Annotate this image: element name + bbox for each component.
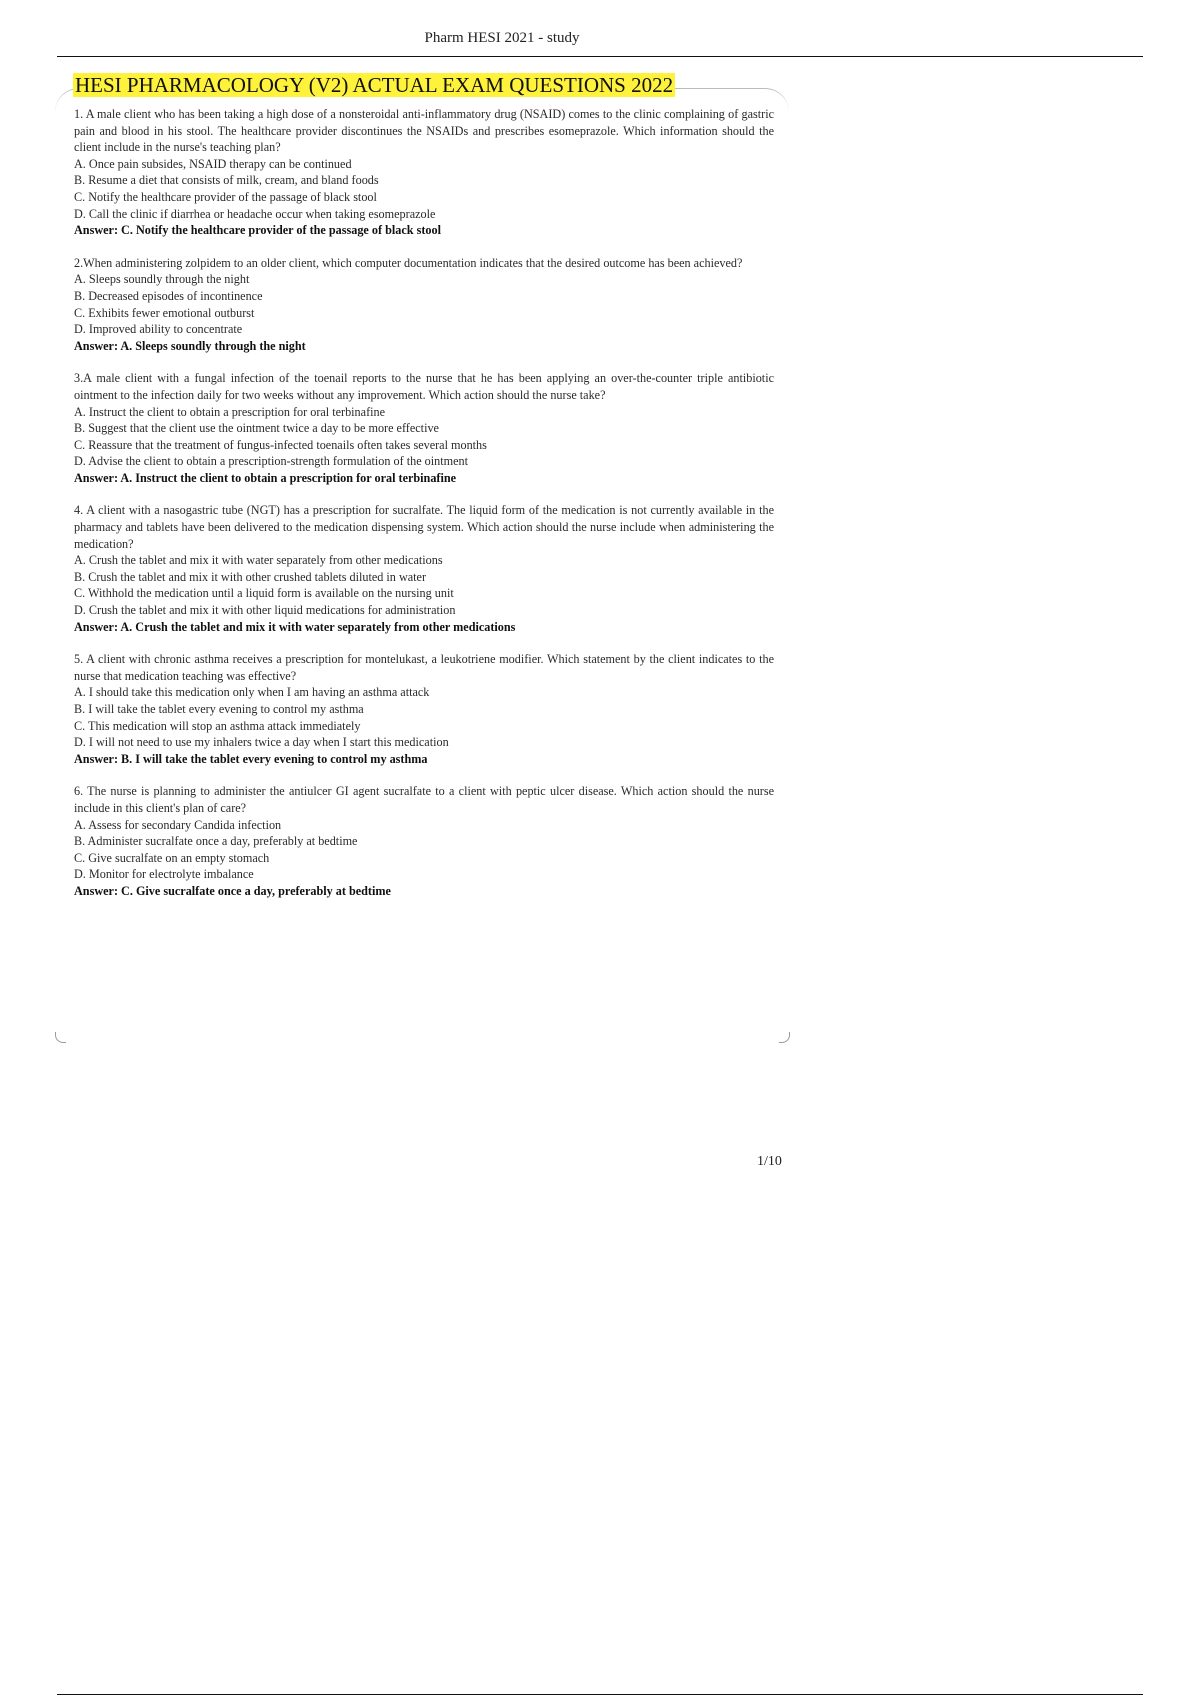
card-corner-bottom-right [779,1032,790,1043]
document-title [73,72,675,98]
header-divider [57,56,1143,57]
card-corner-bottom-left [55,1032,66,1043]
answer-option: B. Resume a diet that consists of milk, cream, and bland foods [74,173,379,188]
question-6 [74,783,774,899]
correct-answer: Answer: A. Crush the tablet and mix it with water separately from other medications [74,619,516,634]
answer-option: B. Decreased episodes of incontinence [74,288,263,303]
correct-answer: Answer: A. Instruct the client to obtain a prescription for oral terbinafine [74,470,457,485]
answer-option: C. Give sucralfate on an empty stomach [74,850,270,865]
answer-option: A. Crush the tablet and mix it with water separately from other medications [74,553,443,568]
question-stem: 5. A client with chronic asthma receives a prescription for montelukast, a leukotriene modifier. Which statement by the client indicates to the nurse that medication teaching was effective? [74,652,774,683]
answer-option: B. I will take the tablet every evening to control my asthma [74,702,364,716]
running-header: Pharm HESI 2021 - study [424,30,580,46]
answer-option: D. I will not need to use my inhalers twice a day when I start this medication [74,735,449,750]
question-1 [74,106,774,239]
answer-option: D. Advise the client to obtain a prescription-strength formulation of the ointment [74,454,468,469]
answer-option: D. Improved ability to concentrate [74,322,243,337]
page-number: 1/10 [757,1154,782,1169]
question-stem: 1. A male client who has been taking a high dose of a nonsteroidal anti-inflammatory drug (NSAID) comes to the clinic complaining of gastric pain and blood in his stool. The healthcare provider discontinues the NSAIDs and prescribes esomeprazole. Which information should the client include in the nurse's teaching plan? [74,107,774,155]
question-3 [74,370,774,486]
answer-option: C. Reassure that the treatment of fungus-infected toenails often takes several months [74,437,487,452]
answer-option: A. Sleeps soundly through the night [74,272,250,287]
question-5 [74,651,774,767]
answer-option: D. Call the clinic if diarrhea or headache occur when taking esomeprazole [74,206,436,221]
answer-option: A. I should take this medication only when I am having an asthma attack [74,685,430,700]
answer-option: C. Exhibits fewer emotional outburst [74,305,255,320]
question-4 [74,502,774,635]
footer-divider [57,1694,1143,1695]
answer-option: A. Instruct the client to obtain a prescription for oral terbinafine [74,404,386,419]
answer-option: B. Crush the tablet and mix it with other crushed tablets diluted in water [74,569,427,584]
correct-answer: Answer: C. Notify the healthcare provider of the passage of black stool [74,223,441,238]
correct-answer: Answer: A. Sleeps soundly through the night [74,338,306,353]
correct-answer: Answer: C. Give sucralfate once a day, preferably at bedtime [74,883,391,898]
document-title-text: HESI PHARMACOLOGY (V2) ACTUAL EXAM QUESTIONS 2022 [75,73,674,97]
question-stem: 4. A client with a nasogastric tube (NGT) has a prescription for sucralfate. The liquid form of the medication is not currently available in the pharmacy and tablets have been delivered to the medication dispensing system. Which action should the nurse include when administering the medication? [74,503,774,551]
answer-option: B. Suggest that the client use the ointment twice a day to be more effective [74,421,439,436]
answer-option: A. Once pain subsides, NSAID therapy can be continued [74,156,352,171]
question-stem: 6. The nurse is planning to administer the antiulcer GI agent sucralfate to a client with peptic ulcer disease. Which action should the nurse include in this client's plan of care? [74,784,774,815]
question-2 [74,255,774,355]
answer-option: D. Crush the tablet and mix it with other liquid medications for administration [74,603,456,618]
answer-option: C. Withhold the medication until a liquid form is available on the nursing unit [74,586,454,601]
question-stem: 2.When administering zolpidem to an older client, which computer documentation indicates that the desired outcome has been achieved? [74,255,743,270]
question-stem: 3.A male client with a fungal infection of the toenail reports to the nurse that he has been applying an over-the-counter triple antibiotic ointment to the infection daily for two weeks without any improvement. Which action should the nurse take? [74,371,774,402]
question-list [74,106,774,916]
answer-option: B. Administer sucralfate once a day, preferably at bedtime [74,834,358,849]
answer-option: A. Assess for secondary Candida infection [74,817,282,832]
answer-option: D. Monitor for electrolyte imbalance [74,867,254,882]
answer-option: C. This medication will stop an asthma attack immediately [74,718,361,733]
answer-option: C. Notify the healthcare provider of the passage of black stool [74,189,377,204]
correct-answer: Answer: B. I will take the tablet every evening to control my asthma [74,751,428,766]
